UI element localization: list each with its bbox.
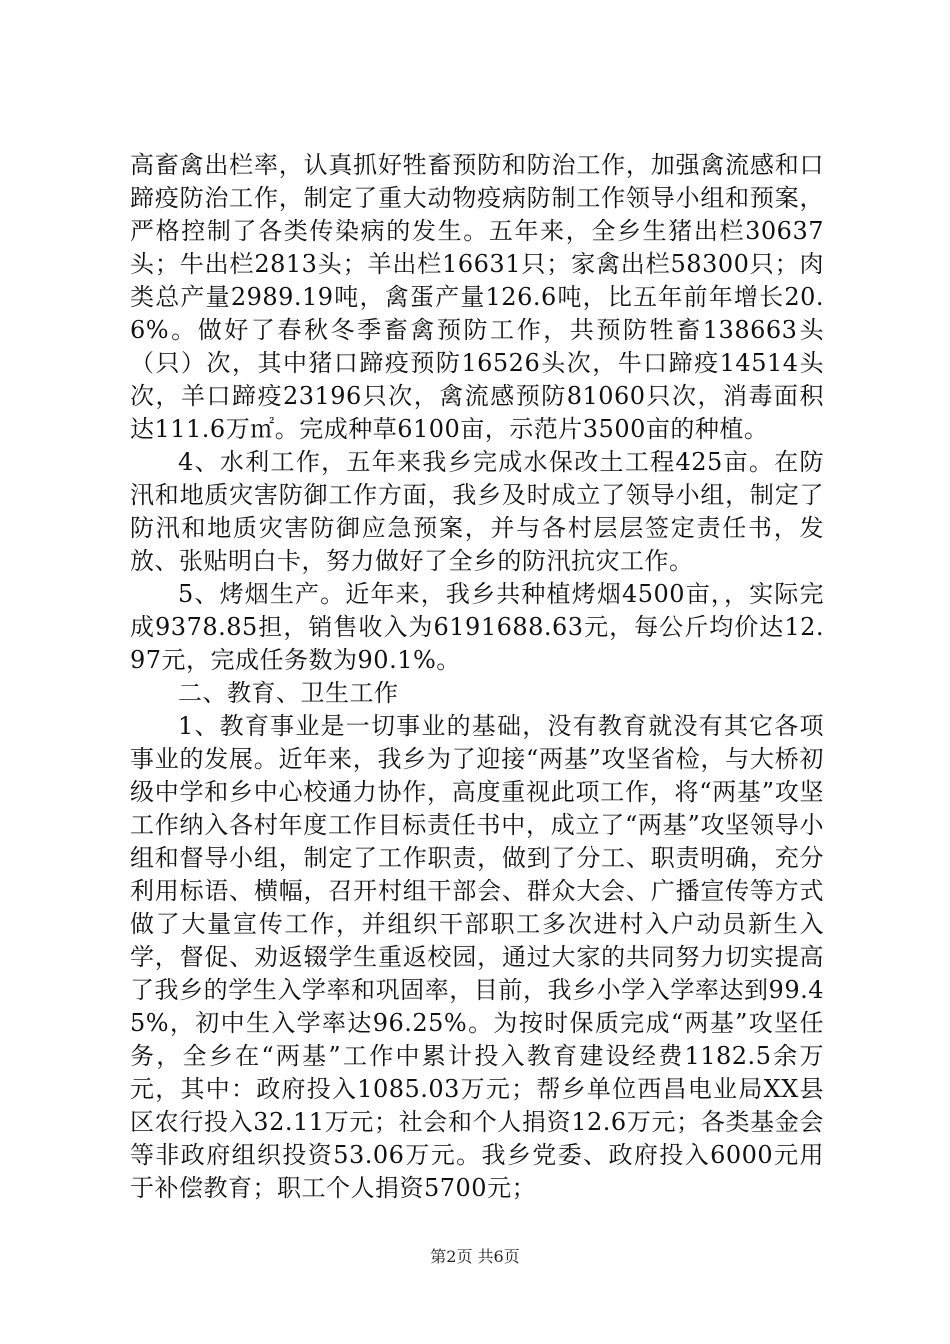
document-body [130, 149, 824, 1205]
paragraph-tobacco: 5、烤烟生产。近年来，我乡共种植烤烟4500亩，，实际完成9378.85担，销售收入为6191688.63元，每公斤均价达12.97元，完成任务数为90.1%。 [130, 580, 824, 674]
section-heading-education-health: 二、教育、卫生工作 [178, 679, 399, 707]
paragraph-education: 1、教育事业是一切事业的基础，没有教育就没有其它各项事业的发展。近年来，我乡为了迎接“两基”攻坚省检，与大桥初级中学和乡中心校通力协作，高度重视此项工作，将“两基”攻坚工作纳入各村年度工作目标责任书中，成立了“两基”攻坚领导小组和督导小组，制定了工作职责，做到了分工、职责明确，充分利用标语、横幅，召开村组干部会、群众大会、广播宣传等方式做了大量宣传工作，并组织干部职工多次进村入户动员新生入学，督促、劝返辍学生重返校园，通过大家的共同努力切实提高了我乡的学生入学率和巩固率，目前，我乡小学入学率达到99.45%，初中生入学率达96.25%。为按时保质完成“两基”攻坚任务，全乡在“两基”工作中累计投入教育建设经费1182.5余万元，其中：政府投入1085.03万元；帮乡单位西昌电业局XX县区农行投入32.11万元；社会和个人捐资12.6万元；各类基金会等非政府组织投资53.06万元。我乡党委、政府投入6000元用于补偿教育；职工个人捐资5700元； [130, 712, 824, 1202]
paragraph-water-conservancy: 4、水利工作，五年来我乡完成水保改土工程425亩。在防汛和地质灾害防御工作方面，我乡及时成立了领导小组，制定了防汛和地质灾害防御应急预案，并与各村层层签定责任书，发放、张贴明白卡，努力做好了全乡的防汛抗灾工作。 [130, 448, 824, 575]
paragraph-livestock: 高畜禽出栏率，认真抓好牲畜预防和防治工作，加强禽流感和口蹄疫防治工作，制定了重大动物疫病防制工作领导小组和预案，严格控制了各类传染病的发生。五年来，全乡生猪出栏30637头；牛出栏2813头；羊出栏16631只；家禽出栏58300只；肉类总产量2989.19吨，禽蛋产量126.6吨，比五年前年增长20.6%。做好了春秋冬季畜禽预防工作，共预防牲畜138663头（只）次，其中猪口蹄疫预防16526头次，牛口蹄疫14514头次，羊口蹄疫23196只次，禽流感预防81060只次，消毒面积达111.6万㎡。完成种草6100亩，示范片3500亩的种植。 [130, 151, 824, 443]
page-number-footer: 第2页 共6页 [430, 1247, 520, 1266]
